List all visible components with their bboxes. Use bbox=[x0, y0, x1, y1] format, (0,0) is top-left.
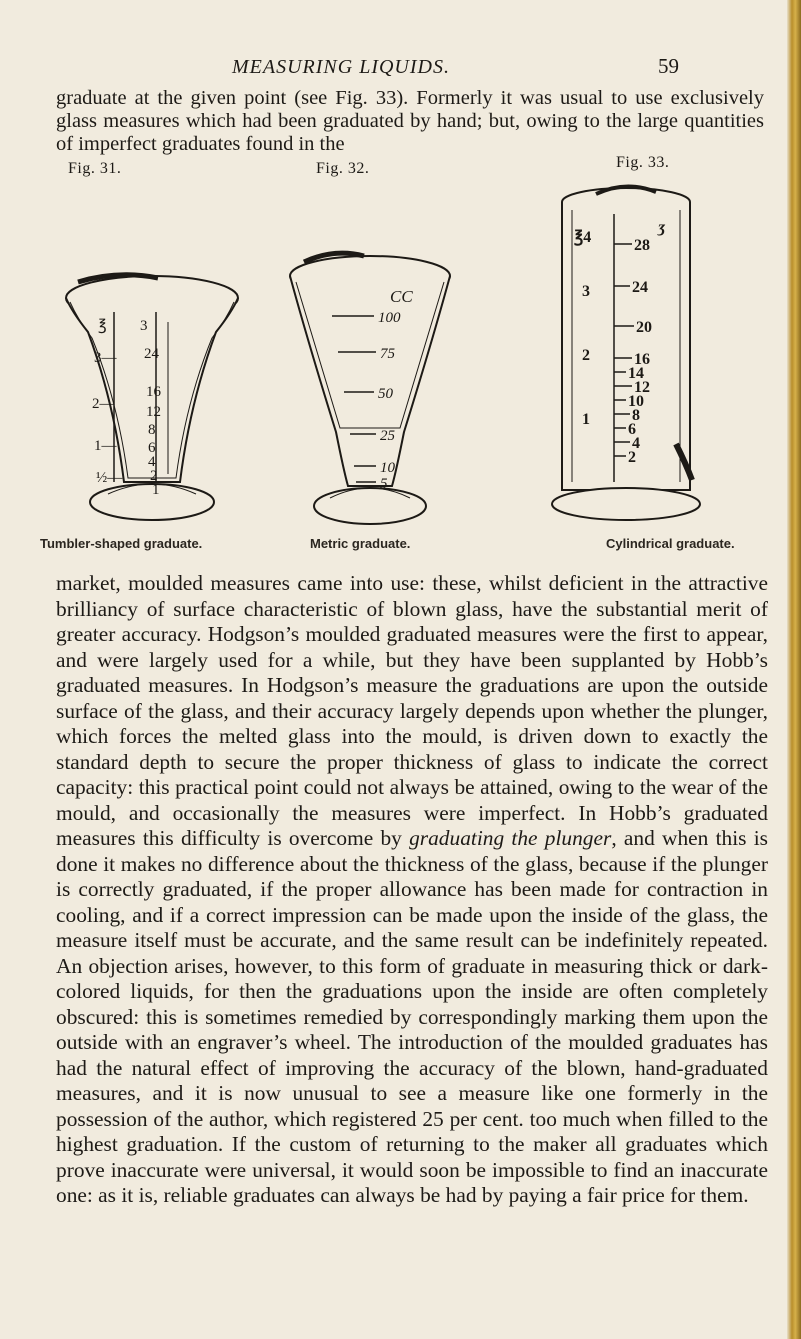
fig33-right-mark: 6 bbox=[628, 421, 636, 438]
fig32-mark: 100 bbox=[378, 310, 401, 326]
fig32-caption: Metric graduate. bbox=[310, 536, 411, 551]
fig33-right-mark: 10 bbox=[628, 393, 644, 410]
fig32-mark: 10 bbox=[380, 460, 395, 476]
fig33-right-mark: 14 bbox=[628, 365, 644, 382]
fig33-right-mark: 2 bbox=[628, 449, 636, 466]
running-head: MEASURING LIQUIDS. bbox=[232, 56, 450, 78]
fig33-right-mark: 12 bbox=[634, 379, 650, 396]
fig33-left-mark: 3 bbox=[582, 283, 590, 300]
fig31-right-mark: 8 bbox=[148, 422, 156, 438]
fig32-label: Fig. 32. bbox=[316, 160, 370, 177]
top-paragraph: graduate at the given point (see Fig. 33). Formerly it was usual to use exclusively glass measures which had been graduated by hand; but, owing to the large quantities of imperfect graduates found in the bbox=[56, 87, 764, 155]
fig33-left-mark: 1 bbox=[582, 411, 590, 428]
gilt-page-edge bbox=[787, 0, 801, 1339]
fig31-right-mark: 3 bbox=[140, 318, 148, 334]
fig31-left-mark: ½— bbox=[96, 470, 123, 486]
fig33-left-mark: ℥4 bbox=[574, 229, 592, 246]
fig33-caption: Cylindrical graduate. bbox=[606, 536, 735, 551]
fig32-mark: 50 bbox=[378, 386, 393, 402]
fig33-right-mark: 20 bbox=[636, 319, 652, 336]
fig31-right-mark: 2 bbox=[150, 468, 158, 484]
fig33-left-mark: 2 bbox=[582, 347, 590, 364]
body-text-part1: market, moulded measures came into use: these, whilst deficient in the attractive brilliancy of surface characteristic of blown glass, have the substantial merit of greater accuracy. Hodgson’s moulded graduated measures were the first to appear, and were largely used for a while, but they have been supplanted by Hobb’s graduated measures. In Hodgson’s measure the graduations are upon the outside surface of the glass, and their accuracy largely depends upon whether the plunger, which forces the melted glass into the mould, is driven down to exactly the standard depth to secure the proper thickness of glass to indicate the correct capacity: this practical point could not always be attained, owing to the wear of the mould, and occasionally the measures were imperfect. In Hobb’s graduated measures this difficulty is overcome by bbox=[56, 571, 768, 850]
fig31-right-mark: 12 bbox=[146, 404, 161, 420]
body-text-part2: , and when this is done it makes no difference about the thickness of the glass, because if the plunger is correctly graduated, if the proper allowance has been made for contraction in cooling, and if a correct impression can be made upon the inside of the glass, the measure itself must be accurate, and the same result can be indefinitely repeated. An objection arises, however, to this form of graduate in measuring thick or dark-colored liquids, for then the graduations upon the inside are often completely obscured: this is sometimes remedied by correspondingly marking them upon the outside with an engraver’s wheel. The introduction of the moulded graduates has had the natural effect of improving the accuracy of the blown, hand-graduated measures, and it is now unusual to see a measure like one formerly in the possession of the author, which registered 25 per cent. too much when filled to the highest graduation. If the custom of returning to the maker all graduates which prove inaccurate were universal, it would soon be impossible to find an inaccurate one: as it is, reliable graduates can always be had by paying a fair price for them. bbox=[56, 826, 768, 1207]
fig31-caption: Tumbler-shaped graduate. bbox=[40, 536, 203, 551]
fig33-right-mark: 4 bbox=[632, 435, 640, 452]
fig31-right-mark: 16 bbox=[146, 384, 161, 400]
fig31-right-mark: 4 bbox=[148, 454, 156, 470]
body-text-emphasis: graduating the plunger bbox=[409, 826, 612, 850]
fig32-mark: 5 bbox=[380, 476, 388, 492]
fig32-mark: 25 bbox=[380, 428, 395, 444]
fig33-cylindrical-graduate-illustration bbox=[526, 174, 726, 534]
fig32-metric-graduate-illustration bbox=[264, 182, 474, 532]
page-number: 59 bbox=[658, 54, 679, 78]
fig32-mark: 75 bbox=[380, 346, 395, 362]
body-paragraph bbox=[56, 571, 768, 1209]
page-header bbox=[0, 52, 801, 82]
fig31-left-mark: ℥ bbox=[98, 318, 107, 334]
fig31-right-mark: 1 bbox=[152, 482, 160, 498]
fig31-right-mark: 24 bbox=[144, 346, 159, 362]
fig31-tumbler-graduate-illustration bbox=[48, 182, 258, 522]
figure-row bbox=[40, 152, 780, 562]
fig33-right-mark: 28 bbox=[634, 237, 650, 254]
fig31-left-mark: 1— bbox=[94, 438, 117, 454]
fig31-label: Fig. 31. bbox=[68, 160, 122, 177]
fig33-right-mark: 16 bbox=[634, 351, 650, 368]
fig33-label: Fig. 33. bbox=[616, 154, 670, 171]
fig33-right-mark: 24 bbox=[632, 279, 648, 296]
fig33-right-mark: 8 bbox=[632, 407, 640, 424]
fig31-left-mark: 2— bbox=[92, 396, 115, 412]
fig31-right-mark: 6 bbox=[148, 440, 156, 456]
fig31-left-mark: 3— bbox=[94, 350, 117, 366]
fig32-unit-label: CC bbox=[390, 287, 413, 306]
fig33-right-mark: ʒ bbox=[658, 219, 666, 236]
